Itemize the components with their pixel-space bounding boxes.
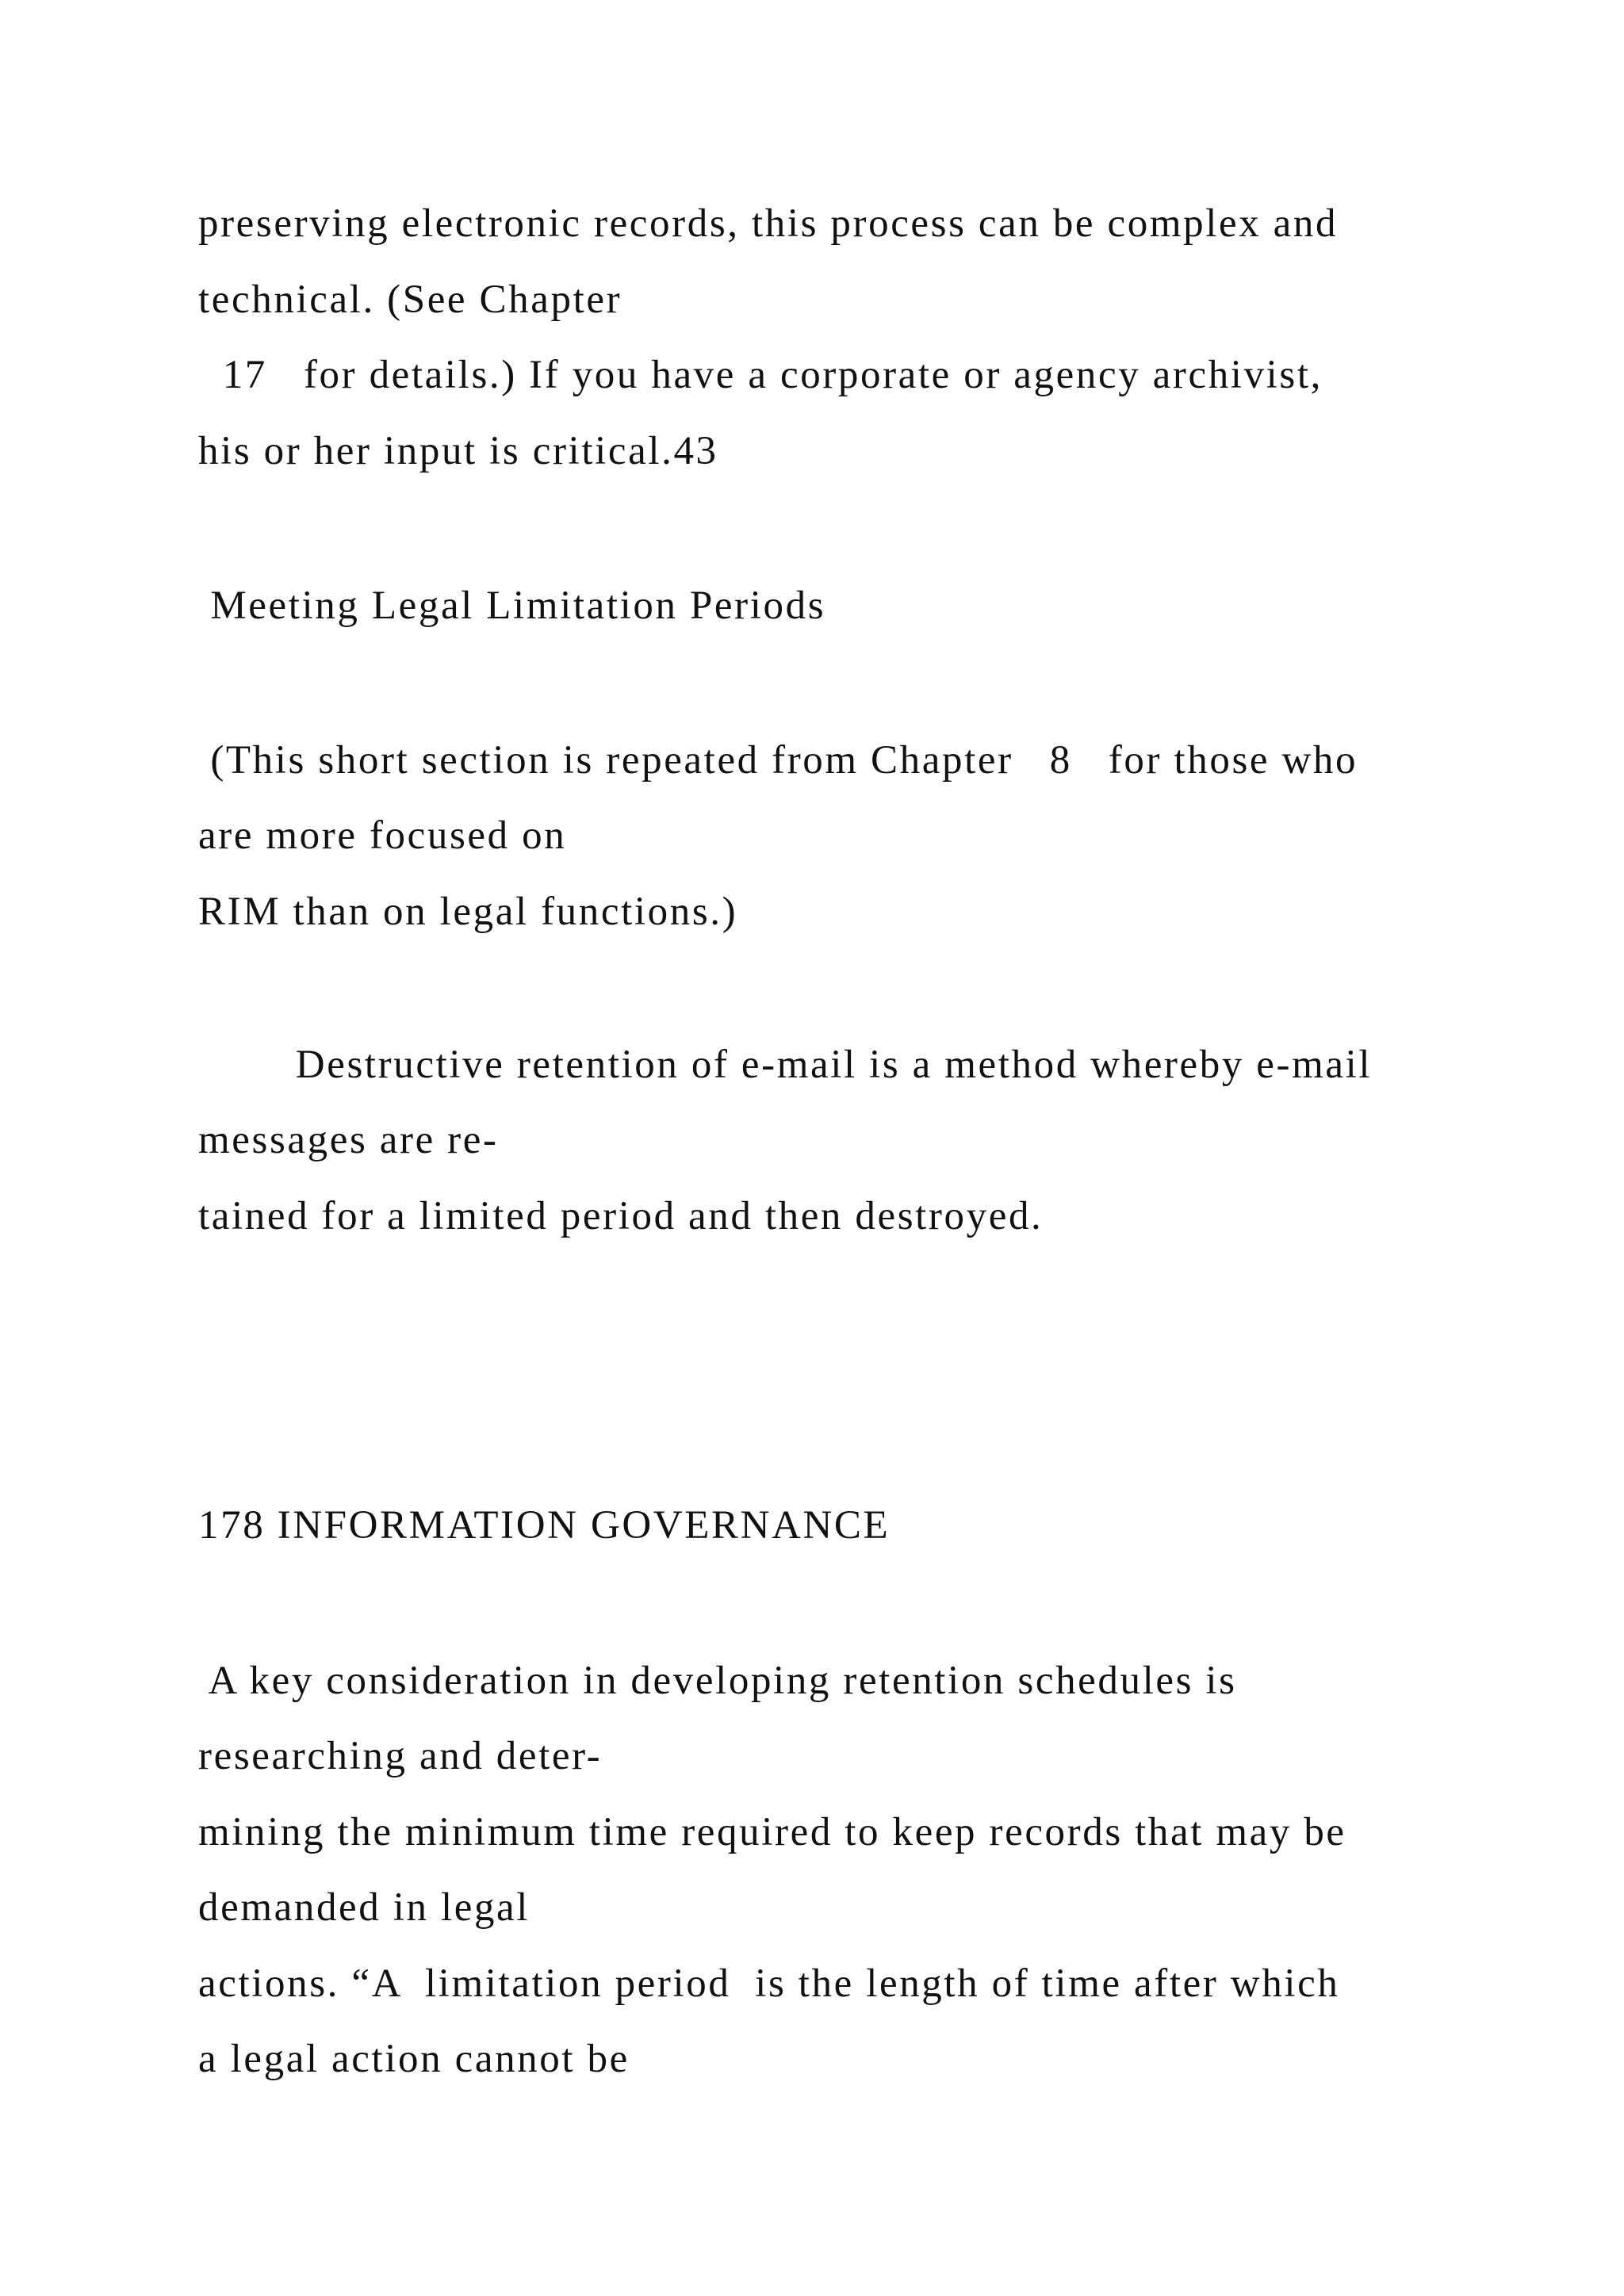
text-line: messages are re- <box>198 1118 499 1162</box>
text-line: A key consideration in developing retention schedules is <box>198 1659 1237 1703</box>
running-header: 178 INFORMATION GOVERNANCE <box>198 1503 891 1548</box>
text-line: a legal action cannot be <box>198 2037 630 2081</box>
text-line: preserving electronic records, this process can be complex and <box>198 201 1339 246</box>
text-line: technical. (See Chapter <box>198 277 622 322</box>
text-line: mining the minimum time required to keep records that may be <box>198 1810 1346 1854</box>
text-line: (This short section is repeated from Chapter 8 for those who <box>198 738 1358 783</box>
text-line: researching and deter- <box>198 1734 603 1778</box>
text-line: RIM than on legal functions.) <box>198 890 738 934</box>
text-line: actions. “A limitation period is the length of time after which <box>198 1961 1340 2006</box>
text-line: 17 for details.) If you have a corporate or agency archivist, <box>198 353 1323 397</box>
text-line: his or her input is critical.43 <box>198 429 718 473</box>
text-line: Destructive retention of e-mail is a method whereby e-mail <box>198 1043 1373 1087</box>
section-heading: Meeting Legal Limitation Periods <box>198 584 826 628</box>
text-line: are more focused on <box>198 813 567 858</box>
text-line: demanded in legal <box>198 1885 530 1930</box>
text-line: tained for a limited period and then destroyed. <box>198 1194 1044 1238</box>
